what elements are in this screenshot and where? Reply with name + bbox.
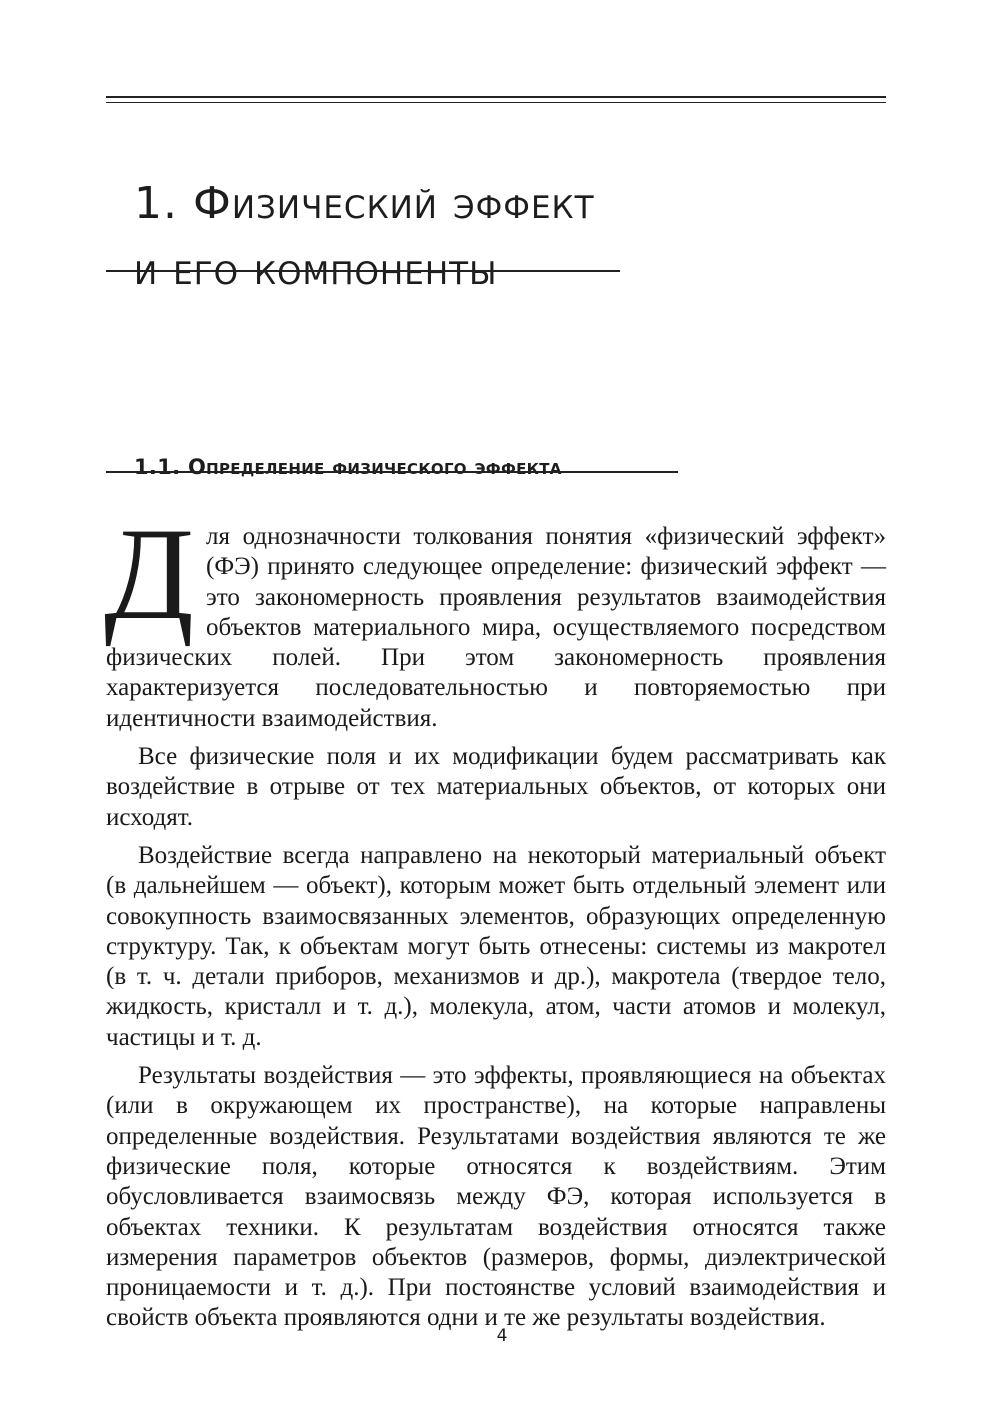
chapter-title-line2: и его компоненты xyxy=(134,244,498,296)
paragraph-3: Воздействие всегда направлено на некоторый материальный объект (в дальнейшем — объект), которым может быть отдельный элемент или совокупность взаимосвязанных элементов, образующих определенную структуру. Так, к объектам могут быть отнесены: системы из макротел (в т. ч. детали приборов, механизмов и др.), макротела (твердое тело, жидкость, кристалл и т. д.), молекула, атом, части атомов и молекул, частицы и т. д. xyxy=(106,841,886,1051)
page-number: 4 xyxy=(496,1326,508,1346)
chapter-title xyxy=(134,171,854,303)
chapter-title-line1: 1. Физический эффект xyxy=(134,178,595,230)
drop-cap: Д xyxy=(104,500,195,647)
section-title: 1.1. Определение физического эффекта xyxy=(134,455,562,480)
paragraph-2: Все физические поля и их модификации будем рассматривать как воздействие в отрыве от тех материальных объектов, от которых они исходят. xyxy=(106,743,886,831)
paragraph-1 xyxy=(104,500,886,734)
chapter-title-rule xyxy=(106,270,620,272)
paragraph-1-text: ля однозначности толкования понятия «физический эффект» (ФЭ) принято следующее определение: физический эффект — это закономерность проявления результатов взаимодействия объектов материального мира, осуществляемого посредством физических полей. При этом закономерность проявления характеризуется последовательностью и повторяемостью при идентичности взаимодействия. xyxy=(106,523,886,732)
header-double-rule-bottom xyxy=(106,102,886,103)
header-double-rule-top xyxy=(106,96,886,98)
body-text xyxy=(104,500,886,1342)
paragraph-4: Результаты воздействия — это эффекты, проявляющиеся на объектах (или в окружающем их пространстве), на которые направлены определенные воздействия. Результатами воздействия являются те же физические поля, которые относятся к воздействиям. Этим обусловливается взаимосвязь между ФЭ, которая используется в объектах техники. К результатам воздействия относятся также измерения параметров объектов (размеров, формы, диэлектрической проницаемости и т. д.). При постоянстве условий взаимодействия и свойств объекта проявляются одни и те же результаты воздействия. xyxy=(106,1062,886,1332)
section-title-rule xyxy=(106,471,678,473)
